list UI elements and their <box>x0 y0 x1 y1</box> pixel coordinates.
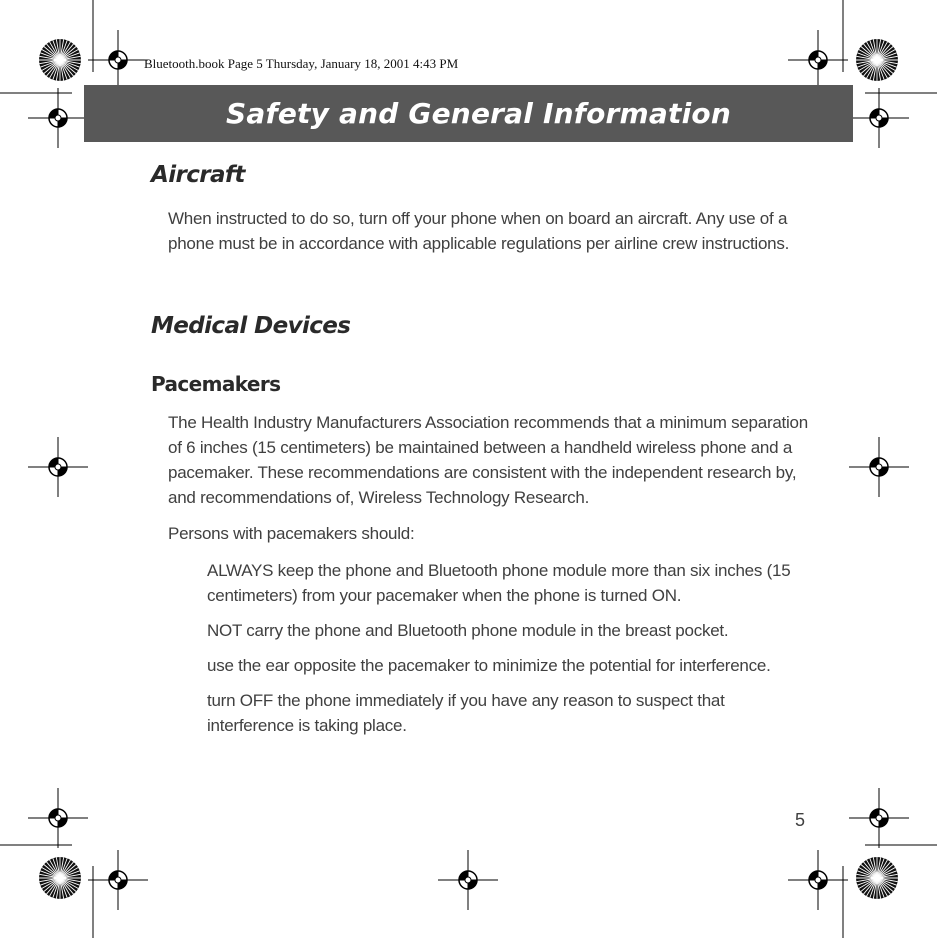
starburst-center <box>57 57 63 63</box>
registration-center <box>115 877 121 883</box>
registration-center <box>55 115 61 121</box>
registration-center <box>55 464 61 470</box>
pacemakers-intro: Persons with pacemakers should: <box>168 524 415 543</box>
pacemaker-guidelines-list <box>207 558 807 748</box>
list-item: NOT carry the phone and Bluetooth phone module in the breast pocket. <box>207 621 729 640</box>
section-heading-medical-devices: Medical Devices <box>151 313 351 339</box>
book-header: Bluetooth.book Page 5 Thursday, January 18, 2001 4:43 PM <box>144 56 459 71</box>
page-title: Safety and General Information <box>226 97 731 130</box>
list-item: turn OFF the phone immediately if you have any reason to suspect that interference is taking place. <box>207 691 725 735</box>
title-bar <box>84 85 853 142</box>
registration-center <box>55 815 61 821</box>
registration-center <box>465 877 471 883</box>
section-heading-aircraft: Aircraft <box>151 162 245 188</box>
starburst-center <box>874 57 880 63</box>
registration-center <box>815 57 821 63</box>
list-item: ALWAYS keep the phone and Bluetooth phone module more than six inches (15 centimeters) from your pacemaker when the phone is turned ON. <box>207 561 791 605</box>
starburst-center <box>57 875 63 881</box>
registration-center <box>876 115 882 121</box>
registration-center <box>876 464 882 470</box>
registration-center <box>815 877 821 883</box>
pacemakers-paragraph: The Health Industry Manufacturers Association recommends that a minimum separation of 6 inches (15 centimeters) be maintained between a handheld wireless phone and a pacemaker. These recommendations are consistent with the independent research by, and recommendations of, Wireless Technology Research. <box>168 413 808 507</box>
subsection-heading-pacemakers: Pacemakers <box>151 372 281 396</box>
registration-center <box>115 57 121 63</box>
starburst-center <box>874 875 880 881</box>
list-item: use the ear opposite the pacemaker to minimize the potential for interference. <box>207 656 771 675</box>
page-number: 5 <box>795 810 806 830</box>
aircraft-paragraph: When instructed to do so, turn off your phone when on board an aircraft. Any use of a phone must be in accordance with applicable regulations per airline crew instructions. <box>168 209 790 253</box>
registration-center <box>876 815 882 821</box>
